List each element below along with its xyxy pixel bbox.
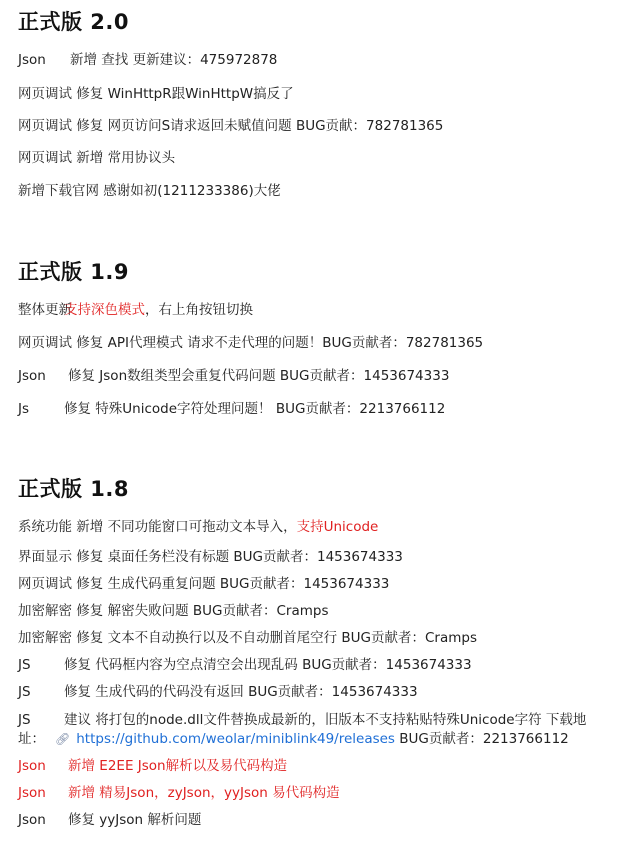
v20-line-2: 网页调试 修复 WinHttpR跟WinHttpW搞反了 <box>18 86 294 102</box>
v18-line-6-category: JS <box>18 657 31 673</box>
v18-line-11-category: Json <box>18 785 46 801</box>
v18-line-10 <box>18 757 287 775</box>
unicode-highlight: 支持Unicode <box>296 519 379 535</box>
v20-line-1 <box>18 51 277 69</box>
v20-line-1-text: 新增 查找 更新建议：475972878 <box>70 52 278 68</box>
v19-line-3-text: 修复 Json数组类型会重复代码问题 BUG贡献者：1453674333 <box>68 368 450 384</box>
v18-line-11-text: 新增 精易Json，zyJson，yyJson 易代码构造 <box>68 785 340 801</box>
v19-line-4 <box>18 400 445 418</box>
v18-line-10-category: Json <box>18 758 46 774</box>
v19-line-1-text: ，右上角按钮切换 <box>145 302 253 318</box>
v18-line-6-text: 修复 代码框内容为空点清空会出现乱码 BUG贡献者：1453674333 <box>64 657 472 673</box>
v18-line-10-text: 新增 E2EE Json解析以及易代码构造 <box>68 758 288 774</box>
v18-line-7-text: 修复 生成代码的代码没有返回 BUG贡献者：1453674333 <box>64 684 418 700</box>
v19-line-3-category: Json <box>18 368 46 384</box>
v18-line-6 <box>18 656 472 674</box>
v18-line-3: 网页调试 修复 生成代码重复问题 BUG贡献者：1453674333 <box>18 576 390 592</box>
v18-line-9-contributor: BUG贡献者：2213766112 <box>394 731 569 747</box>
v18-line-8-category: JS <box>18 712 31 728</box>
v19-line-1-category: 整体更新 <box>18 302 72 318</box>
v19-line-2: 网页调试 修复 API代理模式 请求不走代理的问题！BUG贡献者：782781365 <box>18 335 484 351</box>
version-2-0-heading: 正式版 2.0 <box>18 10 130 34</box>
v19-line-4-text: 修复 特殊Unicode字符处理问题！ BUG贡献者：2213766112 <box>64 401 446 417</box>
v18-line-8-text: 建议 将打包的node.dll文件替换成最新的，旧版本不支持粘贴特殊Unicode字符 下载地 <box>64 712 587 728</box>
v19-line-3 <box>18 367 449 385</box>
v18-line-4: 加密解密 修复 解密失败问题 BUG贡献者：Cramps <box>18 603 329 619</box>
v18-line-8 <box>18 711 586 729</box>
v18-line-12-category: Json <box>18 812 46 828</box>
v18-line-1-text: 系统功能 新增 不同功能窗口可拖动文本导入， <box>18 519 297 535</box>
v19-line-4-category: Js <box>18 401 30 417</box>
version-1-9-heading: 正式版 1.9 <box>18 260 130 284</box>
v18-line-9-prefix: 址： <box>18 731 45 747</box>
v18-line-11 <box>18 784 340 802</box>
v18-line-12-text: 修复 yyJson 解析问题 <box>68 812 202 828</box>
v18-line-7 <box>18 683 418 701</box>
v19-line-1 <box>18 301 253 319</box>
v20-line-3: 网页调试 修复 网页访问S请求返回未赋值问题 BUG贡献：782781365 <box>18 118 444 134</box>
v18-line-7-category: JS <box>18 684 31 700</box>
dark-mode-highlight: 支持深色模式 <box>64 302 145 318</box>
v18-line-5: 加密解密 修复 文本不自动换行以及不自动删首尾空行 BUG贡献者：Cramps <box>18 630 477 646</box>
miniblink-releases-link[interactable]: https://github.com/weolar/miniblink49/releases <box>76 731 395 747</box>
v18-line-9 <box>18 730 569 748</box>
v18-line-12 <box>18 811 201 829</box>
v18-line-2: 界面显示 修复 桌面任务栏没有标题 BUG贡献者：1453674333 <box>18 549 403 565</box>
link-icon: 🔗︎ <box>55 732 71 746</box>
version-1-8-heading: 正式版 1.8 <box>18 477 130 501</box>
v20-line-1-category: Json <box>18 52 46 68</box>
v18-line-1 <box>18 518 378 536</box>
v20-line-4: 网页调试 新增 常用协议头 <box>18 150 176 166</box>
v20-line-5: 新增下载官网 感谢如初(1211233386)大佬 <box>18 183 281 199</box>
